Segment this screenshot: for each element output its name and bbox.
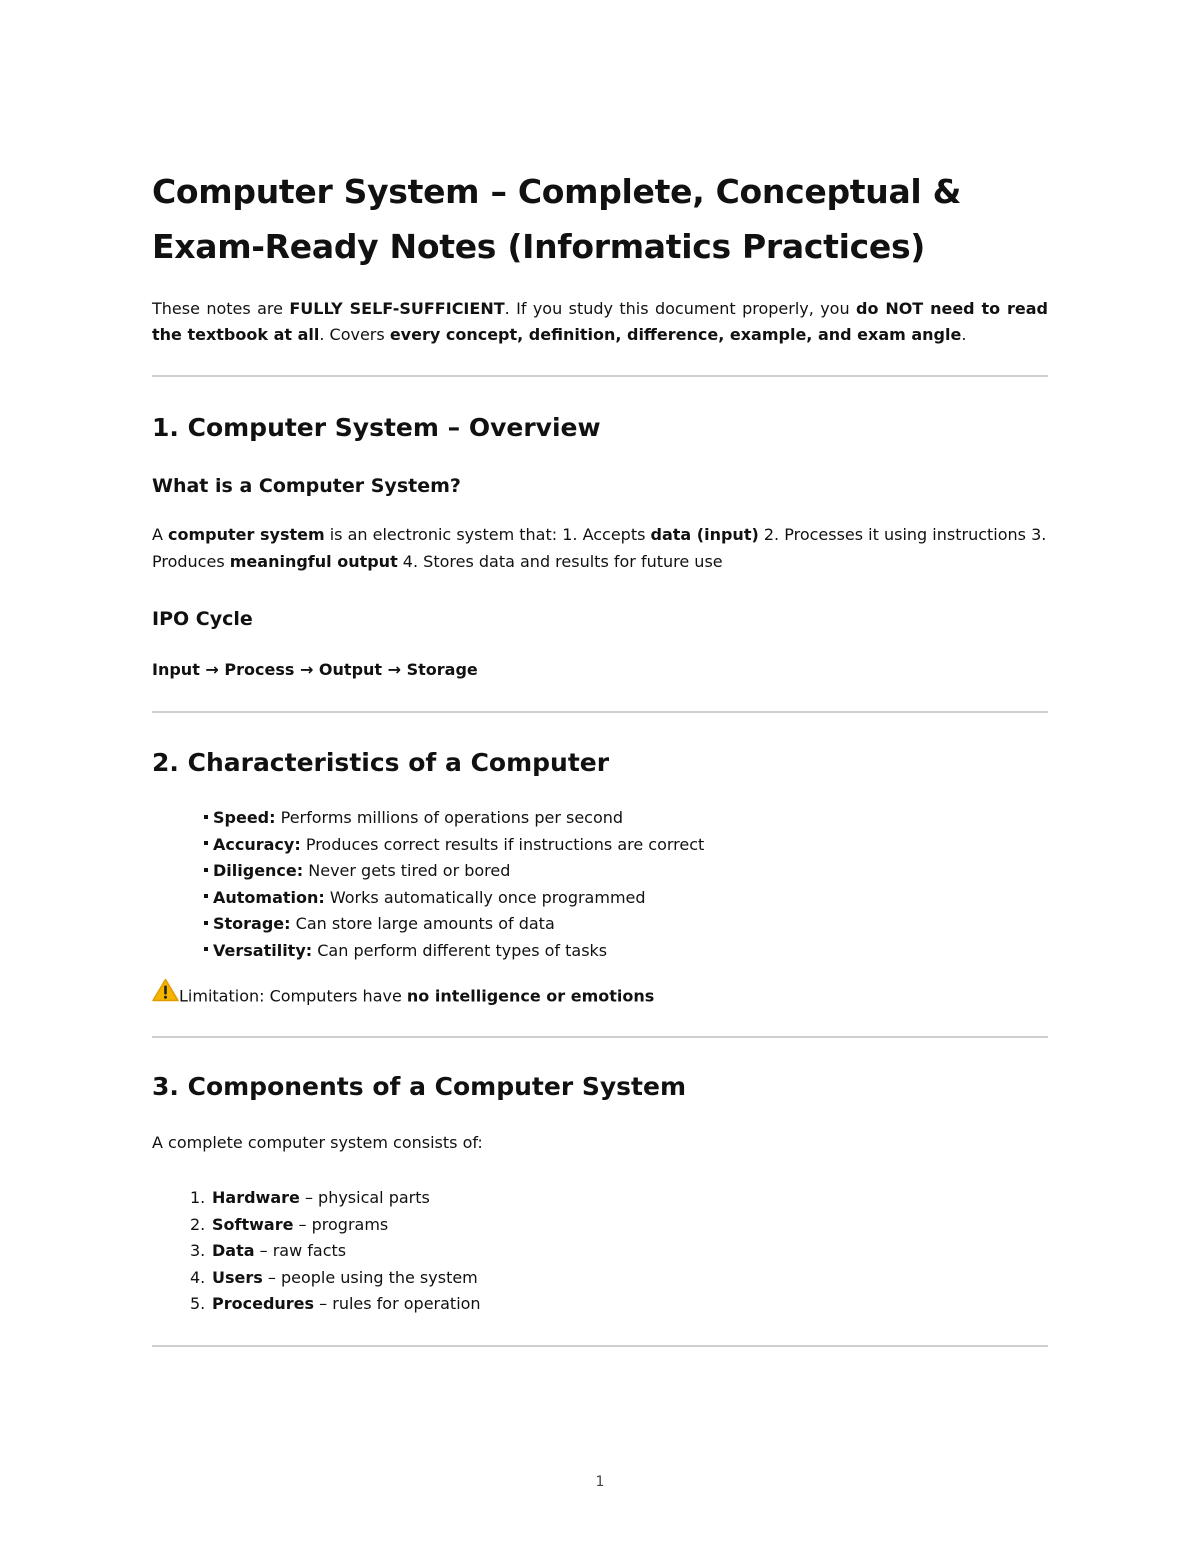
title-line-2: Exam-Ready Notes (Informatics Practices) <box>152 227 926 266</box>
intro-text-2: . If you study this document properly, you <box>504 299 856 318</box>
item-term: Procedures <box>212 1294 315 1314</box>
item-desc: – programs <box>293 1214 389 1234</box>
bullet-icon <box>204 921 208 925</box>
section-1-heading: 1. Computer System – Overview <box>152 413 601 442</box>
intro-text-3: . Covers <box>319 325 390 344</box>
bullet-icon <box>204 868 208 872</box>
item-desc: Produces correct results if instructions are correct <box>300 834 705 854</box>
item-term: Users <box>212 1267 263 1287</box>
s1-bold-2: data (input) <box>650 525 759 544</box>
list-item <box>204 938 704 965</box>
bullet-icon <box>204 841 208 845</box>
list-item: 5. Procedures – rules for operation <box>190 1294 481 1314</box>
item-desc: – rules for operation <box>314 1294 481 1314</box>
list-item <box>204 832 704 859</box>
item-term: Automation: <box>213 887 325 907</box>
title-line-1: Computer System – Complete, Conceptual & <box>152 172 962 211</box>
bullet-icon <box>204 815 208 819</box>
item-desc: – physical parts <box>299 1188 430 1207</box>
item-term: Hardware <box>212 1188 300 1207</box>
bullet-icon <box>204 947 208 951</box>
s1-bold-3: meaningful output <box>229 552 398 571</box>
intro-text-4: . <box>961 325 967 344</box>
intro-bold-2: do NOT need to read the textbook at all <box>152 299 1049 344</box>
intro-bold-1: FULLY SELF-SUFFICIENT <box>289 299 505 318</box>
divider <box>152 1345 1048 1347</box>
section-1-subheading: What is a Computer System? <box>152 475 461 497</box>
item-desc: – raw facts <box>254 1241 347 1261</box>
warning-icon <box>152 978 179 1010</box>
list-item <box>204 805 704 832</box>
list-item: 2. Software – programs <box>190 1214 389 1234</box>
components-list <box>190 1185 481 1318</box>
section-1-paragraph <box>152 521 1048 575</box>
page-number: 1 <box>595 1474 605 1490</box>
item-term: Versatility: <box>213 940 313 960</box>
section-3-lead: A complete computer system consists of: <box>152 1133 483 1152</box>
ipo-cycle-line: Input → Process → Output → Storage <box>152 660 478 679</box>
characteristics-list <box>204 805 704 965</box>
item-desc: Can perform different types of tasks <box>312 940 608 960</box>
divider <box>152 711 1048 713</box>
s1-text-2: is an electronic system that: 1. Accepts <box>324 525 651 544</box>
item-desc: Can store large amounts of data <box>290 914 555 934</box>
item-desc: – people using the system <box>262 1267 478 1287</box>
item-desc: Performs millions of operations per second <box>275 808 624 827</box>
document-title <box>152 164 1052 274</box>
item-term: Data <box>212 1241 255 1261</box>
s1-text-1: A <box>152 525 169 544</box>
s1-bold-1: computer system <box>168 525 325 544</box>
section-2-heading: 2. Characteristics of a Computer <box>152 748 610 777</box>
item-term: Storage: <box>213 914 291 934</box>
limitation-text: Limitation: Computers have <box>179 986 407 1006</box>
intro-paragraph <box>152 296 1048 348</box>
divider <box>152 375 1048 377</box>
section-3-heading: 3. Components of a Computer System <box>152 1072 686 1101</box>
list-item: 3. Data – raw facts <box>190 1241 347 1261</box>
bullet-icon <box>204 894 208 898</box>
s1-text-4: 4. Stores data and results for future use <box>397 552 723 571</box>
item-term: Accuracy: <box>213 834 301 854</box>
list-item <box>204 911 704 938</box>
divider <box>152 1036 1048 1038</box>
item-term: Diligence: <box>213 861 304 881</box>
item-term: Software <box>212 1214 294 1234</box>
list-item: 4. Users – people using the system <box>190 1267 478 1287</box>
item-desc: Works automatically once programmed <box>324 887 646 907</box>
intro-text-1: These notes are <box>152 299 290 318</box>
item-term: Speed: <box>213 808 276 827</box>
s1-text-3: 2. Processes it using instructions 3. Produces <box>152 525 1047 571</box>
intro-bold-3: every concept, definition, difference, example, and exam angle <box>389 325 962 344</box>
item-desc: Never gets tired or bored <box>303 861 511 881</box>
list-item: 1. Hardware – physical parts <box>190 1188 430 1207</box>
list-item <box>204 858 704 885</box>
ipo-cycle-heading: IPO Cycle <box>152 608 253 630</box>
list-item <box>204 885 704 912</box>
limitation-note <box>152 981 654 1013</box>
limitation-bold: no intelligence or emotions <box>406 986 655 1006</box>
